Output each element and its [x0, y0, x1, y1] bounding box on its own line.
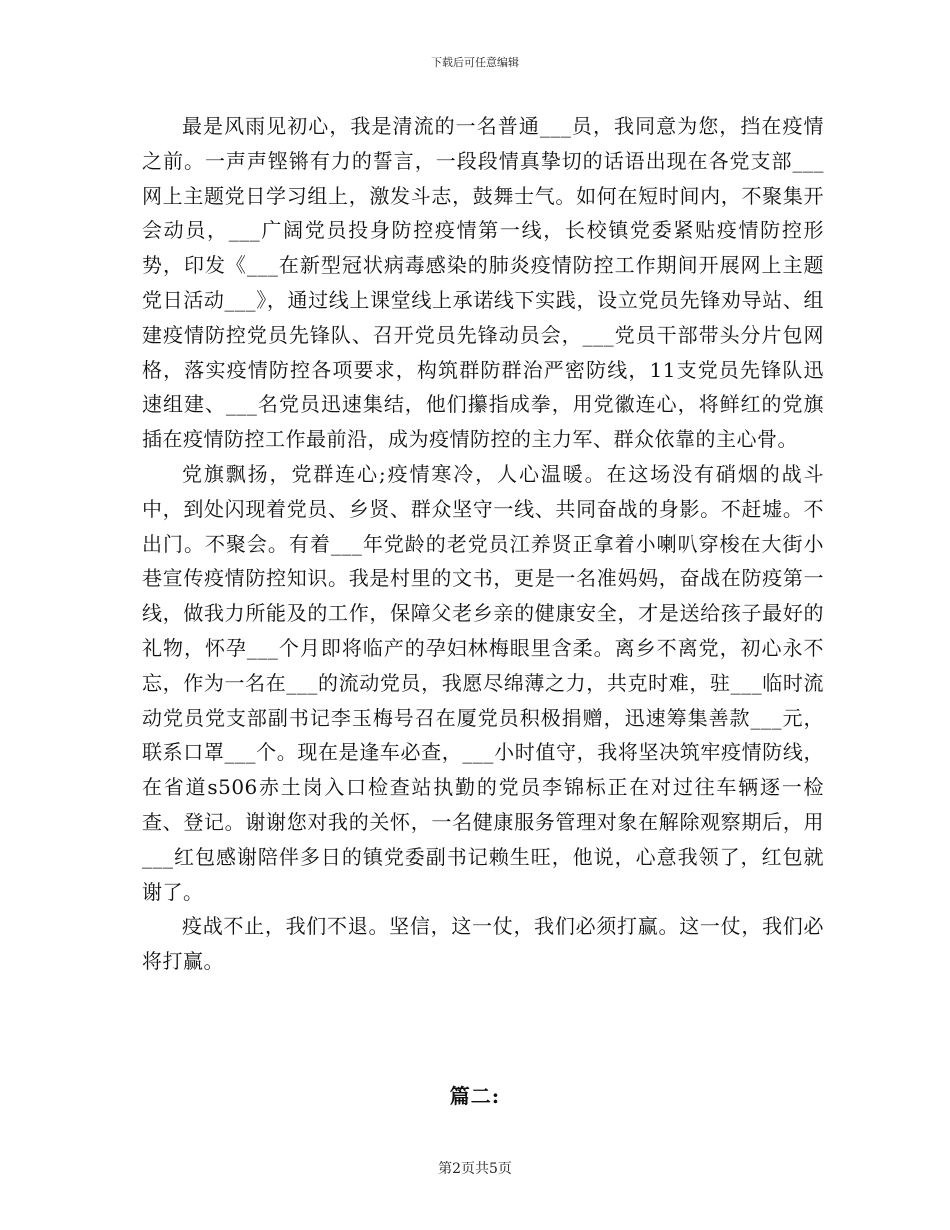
- page-footer: 第2页共5页: [438, 1161, 512, 1177]
- paragraph-3: 疫战不止，我们不退。坚信，这一仗，我们必须打赢。这一仗，我们必将打赢。: [142, 914, 824, 974]
- page-header: 下载后可任意编辑: [431, 56, 519, 69]
- section-title: 篇二:: [449, 1084, 501, 1108]
- paragraph-1: 最是风雨见初心，我是清流的一名普通___员，我同意为您，挡在疫情之前。一声声铿锵有力的誓言，一段段情真挚切的话语出现在各党支部___网上主题党日学习组上，激发斗志，鼓舞士气。如何在短时间内，不聚集开会动员，___广阔党员投身防控疫情第一线，长校镇党委紧贴疫情防控形势，印发《___在新型冠状病毒感染的肺炎疫情防控工作期间开展网上主题党日活动___》，通过线上课堂线上承诺线下实践，设立党员先锋劝导站、组建疫情防控党员先锋队、召开党员先锋动员会，___党员干部带头分片包网格，落实疫情防控各项要求，构筑群防群治严密防线，11支党员先锋队迅速组建、___名党员迅速集结，他们攥指成拳，用党徽连心，将鲜红的党旗插在疫情防控工作最前沿，成为疫情防控的主力军、群众依靠的主心骨。: [142, 114, 824, 452]
- document-body: [142, 109, 824, 979]
- paragraph-2: 党旗飘扬，党群连心;疫情寒冷，人心温暖。在这场没有硝烟的战斗中，到处闪现着党员、乡贤、群众坚守一线、共同奋战的身影。不赶墟。不出门。不聚会。有着___年党龄的老党员江养贤正拿着小喇叭穿梭在大街小巷宣传疫情防控知识。我是村里的文书，更是一名准妈妈，奋战在防疫第一线，做我力所能及的工作，保障父老乡亲的健康安全，才是送给孩子最好的礼物，怀孕___个月即将临产的孕妇林梅眼里含柔。离乡不离党，初心永不忘，作为一名在___的流动党员，我愿尽绵薄之力，共克时难，驻___临时流动党员党支部副书记李玉梅号召在厦党员积极捐赠，迅速筹集善款___元，联系口罩___个。现在是逢车必查，___小时值守，我将坚决筑牢疫情防线，在省道s506赤土岗入口检查站执勤的党员李锦标正在对过往车辆逐一检查、登记。谢谢您对我的关怀，一名健康服务管理对象在解除观察期后，用___红包感谢陪伴多日的镇党委副书记赖生旺，他说，心意我领了，红包就谢了。: [142, 461, 824, 904]
